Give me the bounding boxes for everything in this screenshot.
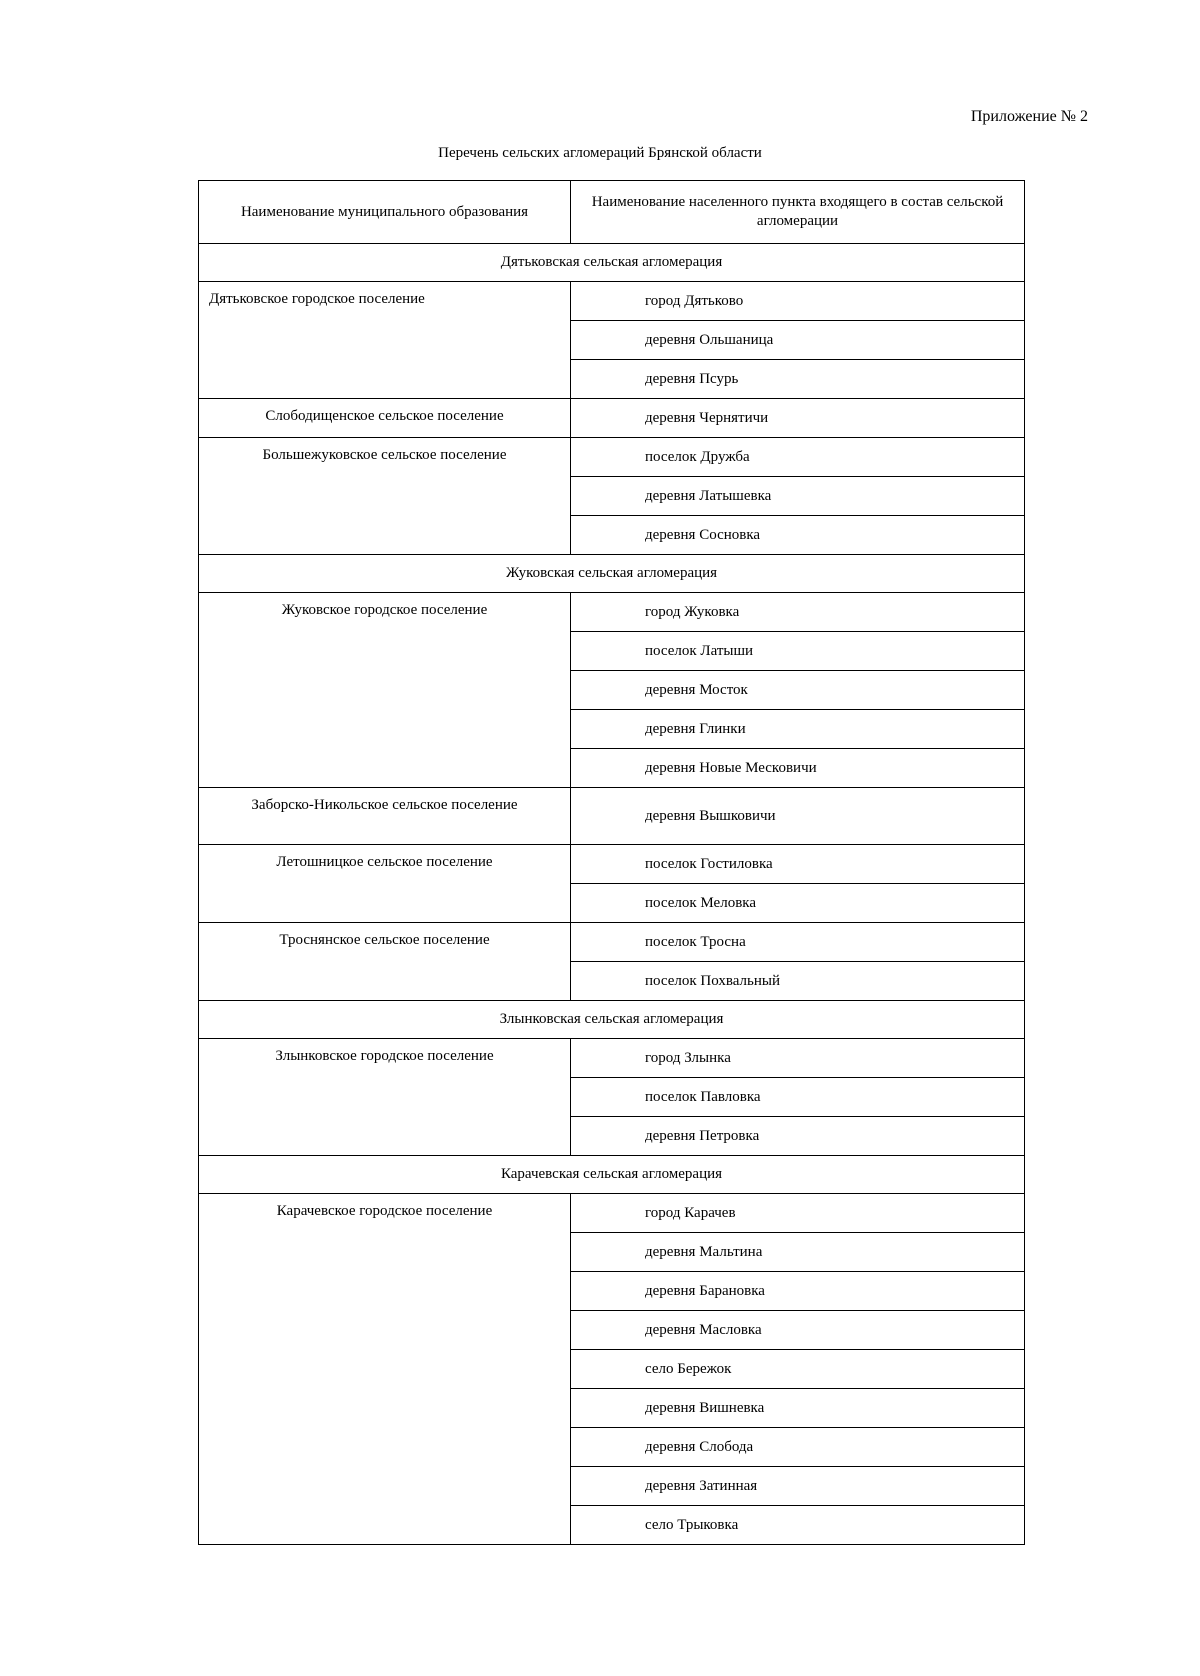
municipality-cell: Карачевское городское поселение [199, 1194, 571, 1545]
agglomeration-name: Дятьковская сельская агломерация [199, 244, 1025, 282]
settlement-cell: деревня Затинная [571, 1467, 1025, 1506]
municipality-cell: Злынковское городское поселение [199, 1039, 571, 1156]
agglomeration-row [199, 1156, 1025, 1194]
table-row [199, 788, 1025, 845]
settlement-cell: деревня Чернятичи [571, 399, 1025, 438]
settlement-cell: деревня Ольшаница [571, 321, 1025, 360]
settlement-cell: город Злынка [571, 1039, 1025, 1078]
agglomeration-row [199, 244, 1025, 282]
settlement-cell: деревня Глинки [571, 710, 1025, 749]
table-row [199, 1194, 1025, 1233]
settlement-cell: деревня Петровка [571, 1117, 1025, 1156]
municipality-cell: Большежуковское сельское поселение [199, 438, 571, 555]
municipality-cell: Слободищенское сельское поселение [199, 399, 571, 438]
document-title: Перечень сельских агломераций Брянской области [438, 145, 762, 161]
table-row [199, 399, 1025, 438]
settlement-cell: деревня Мосток [571, 671, 1025, 710]
settlement-cell: село Трыковка [571, 1506, 1025, 1545]
header-municipality: Наименование муниципального образования [199, 181, 571, 244]
settlement-cell: деревня Сосновка [571, 516, 1025, 555]
table-row [199, 923, 1025, 962]
table-row [199, 282, 1025, 321]
appendix-label: Приложение № 2 [970, 108, 1088, 125]
municipality-cell: Троснянское сельское поселение [199, 923, 571, 1001]
settlement-cell: поселок Латыши [571, 632, 1025, 671]
settlement-cell: село Бережок [571, 1350, 1025, 1389]
settlement-cell: город Жуковка [571, 593, 1025, 632]
municipality-cell: Жуковское городское поселение [199, 593, 571, 788]
settlement-cell: деревня Новые Месковичи [571, 749, 1025, 788]
settlement-cell: город Дятьково [571, 282, 1025, 321]
settlement-cell: деревня Слобода [571, 1428, 1025, 1467]
table-row [199, 593, 1025, 632]
settlement-cell: деревня Барановка [571, 1272, 1025, 1311]
municipality-cell: Заборско-Никольское сельское поселение [199, 788, 571, 845]
settlement-cell: деревня Латышевка [571, 477, 1025, 516]
settlement-cell: деревня Вышковичи [571, 788, 1025, 845]
municipality-cell: Дятьковское городское поселение [199, 282, 571, 399]
header-settlement: Наименование населенного пункта входящего в состав сельской агломерации [571, 181, 1025, 244]
settlement-cell: поселок Павловка [571, 1078, 1025, 1117]
settlement-cell: поселок Дружба [571, 438, 1025, 477]
settlement-cell: деревня Мальтина [571, 1233, 1025, 1272]
agglomeration-name: Карачевская сельская агломерация [199, 1156, 1025, 1194]
agglomeration-row [199, 555, 1025, 593]
settlement-cell: деревня Псурь [571, 360, 1025, 399]
settlement-cell: поселок Похвальный [571, 962, 1025, 1001]
agglomerations-table [198, 180, 1025, 1545]
settlement-cell: город Карачев [571, 1194, 1025, 1233]
settlement-cell: поселок Гостиловка [571, 845, 1025, 884]
table-header-row [199, 181, 1025, 244]
agglomeration-name: Злынковская сельская агломерация [199, 1001, 1025, 1039]
table-row [199, 1039, 1025, 1078]
settlement-cell: поселок Тросна [571, 923, 1025, 962]
agglomeration-row [199, 1001, 1025, 1039]
settlement-cell: деревня Масловка [571, 1311, 1025, 1350]
table-row [199, 438, 1025, 477]
agglomeration-name: Жуковская сельская агломерация [199, 555, 1025, 593]
settlement-cell: поселок Меловка [571, 884, 1025, 923]
settlement-cell: деревня Вишневка [571, 1389, 1025, 1428]
municipality-cell: Летошницкое сельское поселение [199, 845, 571, 923]
table-row [199, 845, 1025, 884]
